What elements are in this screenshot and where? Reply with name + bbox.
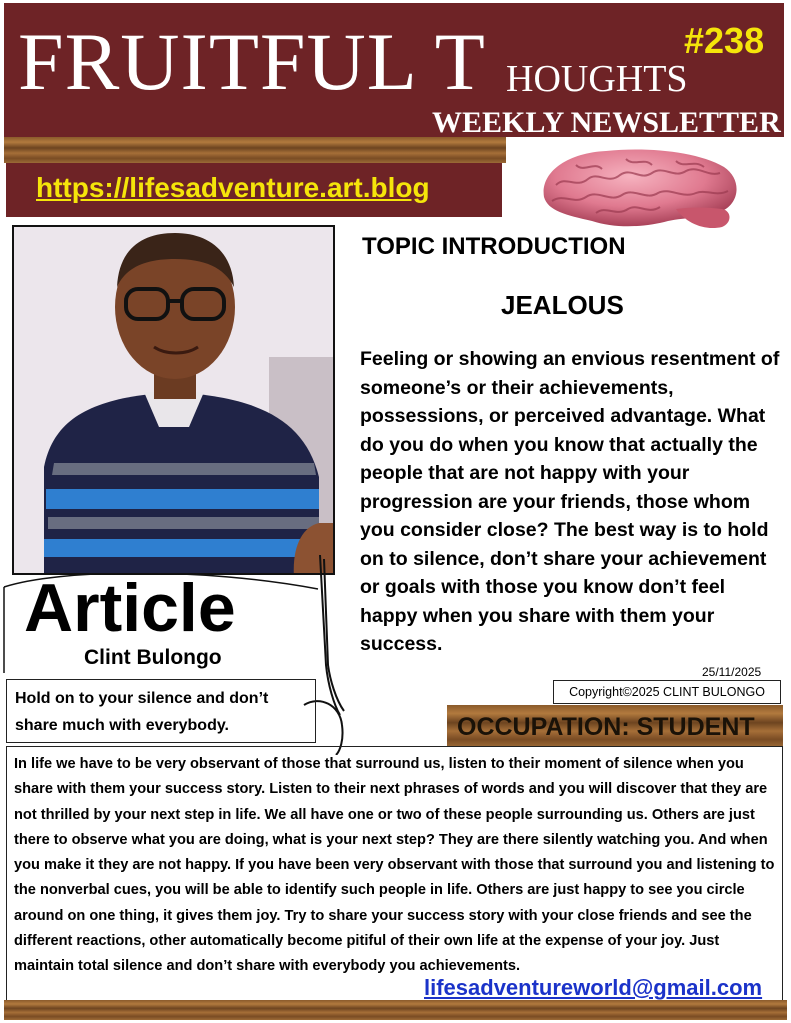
newsletter-title: FRUITFUL T — [18, 16, 486, 107]
article-body: In life we have to be very observant of those that surround us, listen to their moment of silence when you share with them your success story. Listen to their next phrases of words and you will discover that they are not thrilled by your next step in life. We all have one or two of these people surrounding us. Others are just there to observe what you are doing, what is your next step? They are there silently watching you. And when you make it they are not happy. If you have been very observant with those that surround you and listening to the nonverbal cues, you will be able to identify such people in life. Others are just happy to see you circle around on one thing, it gives them joy. Try to share your success story with your close friends and see the different reactions, other automatically become pitiful of their own life at the expense of your joy. Just maintain total silence and don’t share with everybody you achievements. — [14, 756, 775, 975]
newsletter-subtitle: WEEKLY NEWSLETTER — [432, 106, 781, 137]
newsletter-title-suffix: HOUGHTS — [506, 58, 688, 100]
occupation-banner — [447, 705, 783, 747]
brain-icon — [536, 145, 746, 237]
pull-quote: Hold on to your silence and don’t share much with everybody. — [6, 679, 316, 743]
wood-divider — [4, 137, 506, 163]
masthead — [4, 3, 784, 137]
topic-word: JEALOUS — [501, 290, 624, 320]
author-name: Clint Bulongo — [84, 646, 222, 669]
copyright-notice: Copyright©2025 CLINT BULONGO — [553, 680, 781, 704]
person-photo-icon — [14, 227, 335, 575]
wood-footer — [4, 1000, 787, 1020]
topic-description: Feeling or showing an envious resentment of someone’s or their achievements, possessions, or perceived advantage. What do you do when you know that actually the people that are not happy with your progression are your friends, those whom you consider close? The best way is to hold on to silence, don’t share your achievement or goals with those you know don’t feel happy when you share with them your success. — [360, 348, 780, 655]
article-label: Article — [24, 570, 236, 646]
topic-heading: TOPIC INTRODUCTION — [362, 233, 626, 260]
issue-number: #238 — [684, 20, 765, 61]
occupation-text: OCCUPATION: STUDENT — [457, 713, 755, 741]
blog-link[interactable]: https://lifesadventure.art.blog — [36, 172, 430, 203]
contact-email-link[interactable]: lifesadventureworld@gmail.com — [424, 975, 763, 1000]
issue-date: 25/11/2025 — [702, 665, 762, 679]
author-photo — [12, 225, 335, 575]
